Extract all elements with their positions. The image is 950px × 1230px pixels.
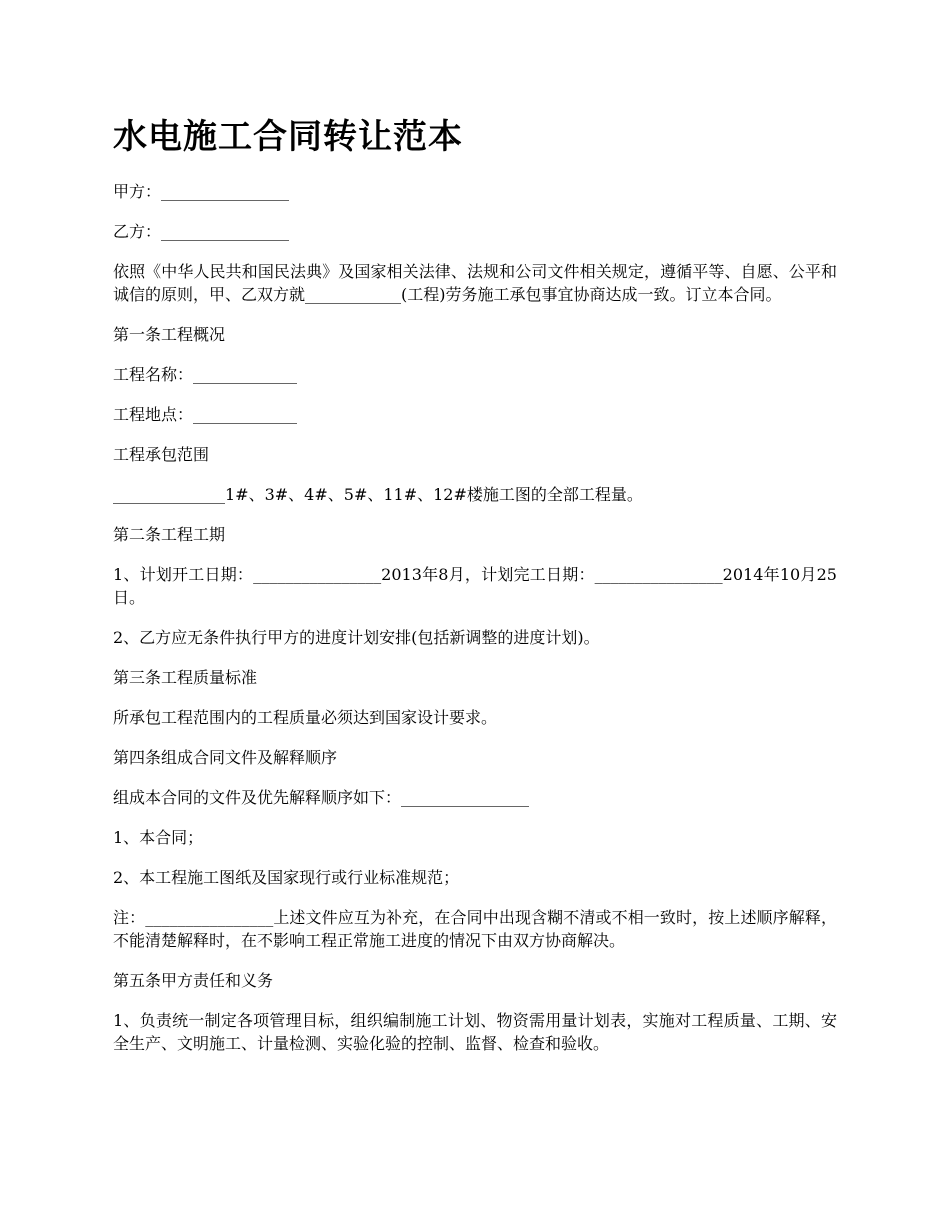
document-order-line: 组成本合同的文件及优先解释顺序如下：________________ <box>113 788 530 807</box>
article-2-heading: 第二条工程工期 <box>113 525 226 544</box>
document-title: 水电施工合同转让范本 <box>113 117 463 157</box>
schedule-compliance-paragraph: 2、乙方应无条件执行甲方的进度计划安排(包括新调整的进度计划)。 <box>113 628 600 647</box>
quality-standard-paragraph: 所承包工程范围内的工程质量必须达到国家设计要求。 <box>113 708 498 727</box>
document-page <box>113 112 837 1072</box>
article-5-heading: 第五条甲方责任和义务 <box>113 971 274 990</box>
article-4-heading: 第四条组成合同文件及解释顺序 <box>113 748 338 767</box>
article-3-heading: 第三条工程质量标准 <box>113 668 258 687</box>
party-a-line: 甲方：________________ <box>113 182 290 201</box>
preamble-paragraph: 依照《中华人民共和国民法典》及国家相关法律、法规和公司文件相关规定，遵循平等、自愿、公平和诚信的原则，甲、乙双方就____________(工程)劳务施工承包事宜协商达成一致。订立本合同。 <box>113 262 837 304</box>
project-location-line: 工程地点：_____________ <box>113 405 298 424</box>
article-1-heading: 第一条工程概况 <box>113 325 226 344</box>
document-order-item-1: 1、本合同； <box>113 828 204 847</box>
party-a-duty-1-paragraph: 1、负责统一制定各项管理目标，组织编制施工计划、物资需用量计划表，实施对工程质量、工期、安全生产、文明施工、计量检测、实验化验的控制、监督、检查和验收。 <box>113 1011 837 1053</box>
party-b-line: 乙方：________________ <box>113 222 290 241</box>
schedule-dates-paragraph: 1、计划开工日期：________________2013年8月，计划完工日期：________________2014年10月25日。 <box>113 565 837 607</box>
note-paragraph: 注：________________上述文件应互为补充，在合同中出现含糊不清或不相一致时，按上述顺序解释，不能清楚解释时，在不影响工程正常施工进度的情况下由双方协商解决。 <box>113 908 837 950</box>
project-name-line: 工程名称：_____________ <box>113 365 298 384</box>
contract-scope-heading: 工程承包范围 <box>113 445 210 464</box>
contract-scope-line: ______________1#、3#、4#、5#、11#、12#楼施工图的全部工程量。 <box>113 485 643 504</box>
document-order-item-2: 2、本工程施工图纸及国家现行或行业标准规范； <box>113 868 460 887</box>
